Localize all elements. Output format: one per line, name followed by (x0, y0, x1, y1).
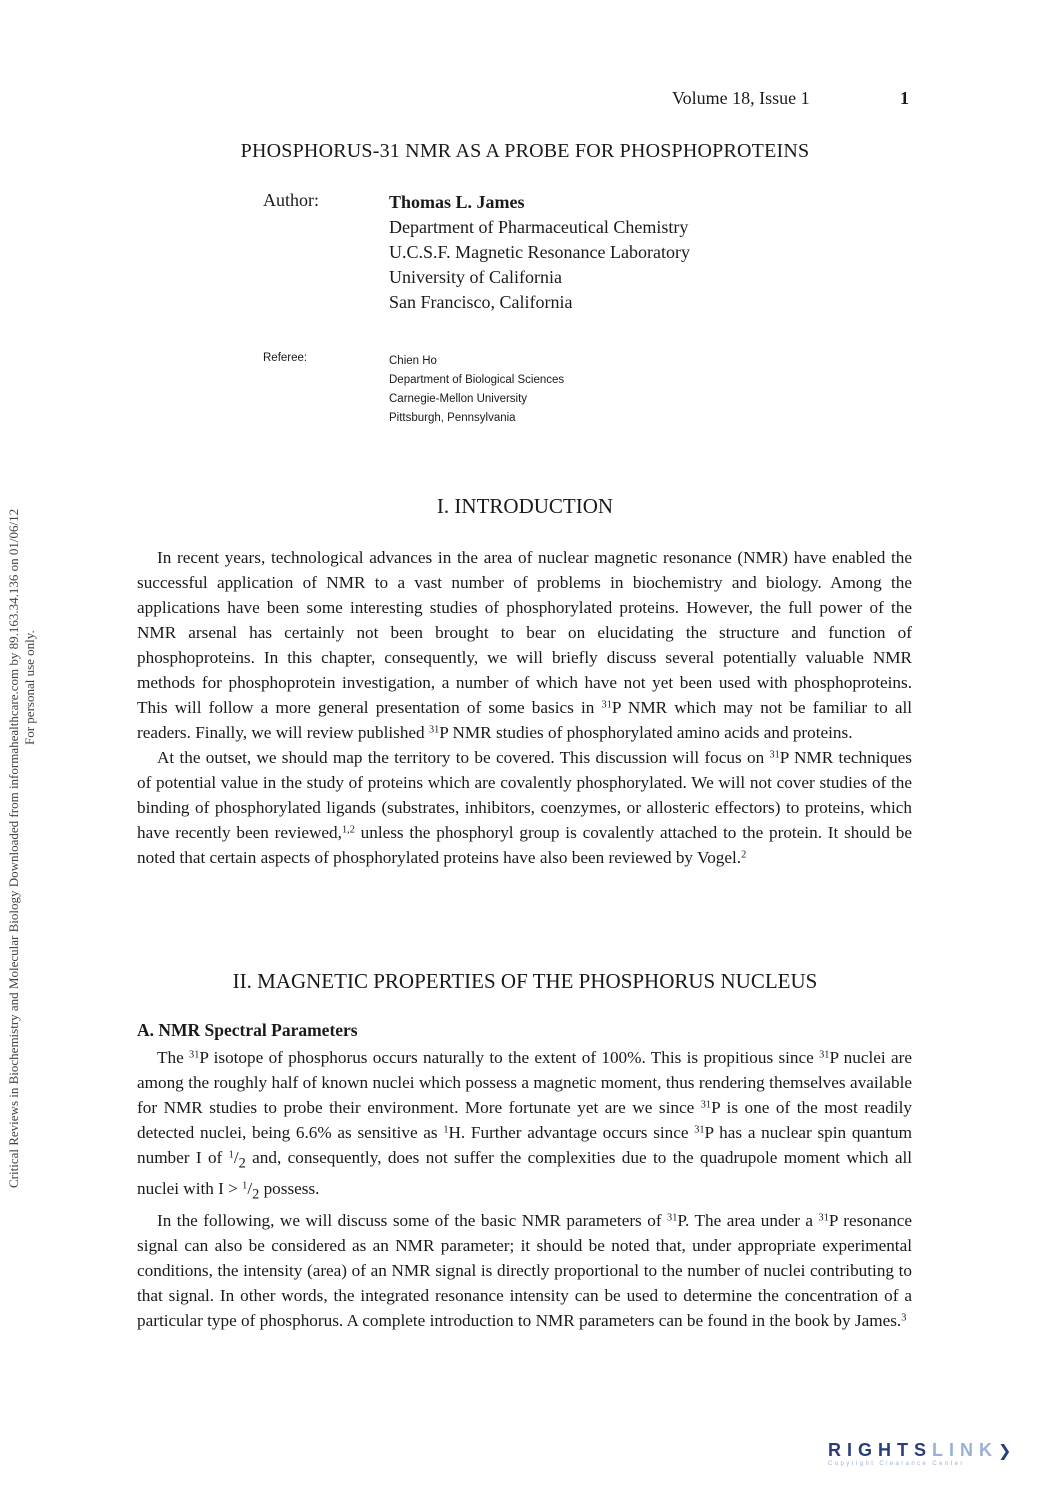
author-affiliation-line: University of California (389, 267, 562, 287)
author-label: Author: (263, 190, 319, 210)
paragraph: The $^{31}$P isotope of phosphorus occurs naturally to the extent of 100%. This is propitious since $^{31}$P nuclei are among the roughly half of known nuclei which possess a magnetic moment, thus rendering themselves available for NMR studies to probe their environment. More fortunate yet are we since $^{31}$P is one of the most readily detected nuclei, being 6.6% as sensitive as $^1$H. Further advantage occurs since $^{31}$P has a nuclear spin quantum number I of $^1/_2$ and, consequently, does not suffer the complexities due to the quadrupole moment which all nuclei with $I > ^1/_2$ possess. (137, 1048, 912, 1203)
section-heading-introduction: I. INTRODUCTION (436, 494, 614, 518)
running-header (0, 88, 1050, 114)
referee-name: Chien Ho (389, 355, 437, 367)
author-affiliation-line: Department of Pharmaceutical Chemistry (389, 217, 689, 237)
referee-affiliation-line: Department of Biological Sciences (389, 374, 565, 386)
paragraph: At the outset, we should map the territory to be covered. This discussion will focus on $^{31}$P NMR techniques of potential value in the study of proteins which are covalently phosphorylated. We will not cover studies of the binding of phosphorylated ligands (substrates, inhibitors, coenzymes, or allosteric effectors) to proteins, which have recently been reviewed,$^{1,2}$ unless the phosphoryl group is covalently attached to the protein. It should be noted that certain aspects of phosphorylated proteins have also been reviewed by Vogel.$^2$ (137, 748, 912, 867)
rightslink-logo[interactable]: RIGHTSLINK❯ Copyright Clearance Center (828, 1440, 1012, 1467)
paragraph: In recent years, technological advances in the area of nuclear magnetic resonance (NMR) have enabled the successful application of NMR to a vast number of problems in biochemistry and biology. Among the applications have been some interesting studies of phosphorylated proteins. However, the full power of the NMR arsenal has certainly not been brought to bear on elucidating the structure and function of phosphoproteins. In this chapter, consequently, we will briefly discuss several potentially valuable NMR methods for phosphoprotein investigation, a number of which have not yet been used with phosphoproteins. This will follow a more general presentation of some basics in $^{31}$P NMR which may not be familiar to all readers. Finally, we will review published $^{31}$P NMR studies of phosphorylated amino acids and proteins. (137, 548, 913, 742)
subsection-a-body (137, 1045, 912, 1333)
page-number: 1 (900, 88, 909, 108)
author-affiliation-line: U.C.S.F. Magnetic Resonance Laboratory (389, 242, 690, 262)
referee-label: Referee: (263, 352, 308, 364)
author-name: Thomas L. James (389, 192, 525, 212)
personal-use-notice: For personal use only. (22, 630, 37, 745)
article-title: PHOSPHORUS-31 NMR AS A PROBE FOR PHOSPHOPROTEINS (240, 140, 810, 162)
section-heading-magnetic-properties: II. MAGNETIC PROPERTIES OF THE PHOSPHORUS NUCLEUS (232, 969, 818, 993)
download-notice-line: Critical Reviews in Biochemistry and Molecular Biology Downloaded from informahealthcare.com by 89.163.34.136 on 01/06/12 (6, 508, 21, 1188)
introduction-body (137, 545, 912, 870)
subsection-heading: A. NMR Spectral Parameters (137, 1020, 358, 1040)
chevron-right-icon: ❯ (998, 1443, 1012, 1460)
author-block (389, 190, 690, 315)
paragraph: In the following, we will discuss some of the basic NMR parameters of $^{31}$P. The area under a $^{31}$P resonance signal can also be considered as an NMR parameter; it should be noted that, under appropriate experimental conditions, the intensity (area) of an NMR signal is directly proportional to the number of nuclei contributing to that signal. In other words, the integrated resonance intensity can be used to determine the concentration of a particular type of phosphorus. A complete introduction to NMR parameters can be found in the book by James.$^3$ (137, 1210, 912, 1330)
referee-affiliation-line: Carnegie-Mellon University (389, 393, 528, 405)
referee-affiliation-line: Pittsburgh, Pennsylvania (389, 412, 516, 424)
volume-issue: Volume 18, Issue 1 (672, 88, 810, 108)
author-affiliation-line: San Francisco, California (389, 292, 573, 312)
referee-block (389, 352, 564, 428)
